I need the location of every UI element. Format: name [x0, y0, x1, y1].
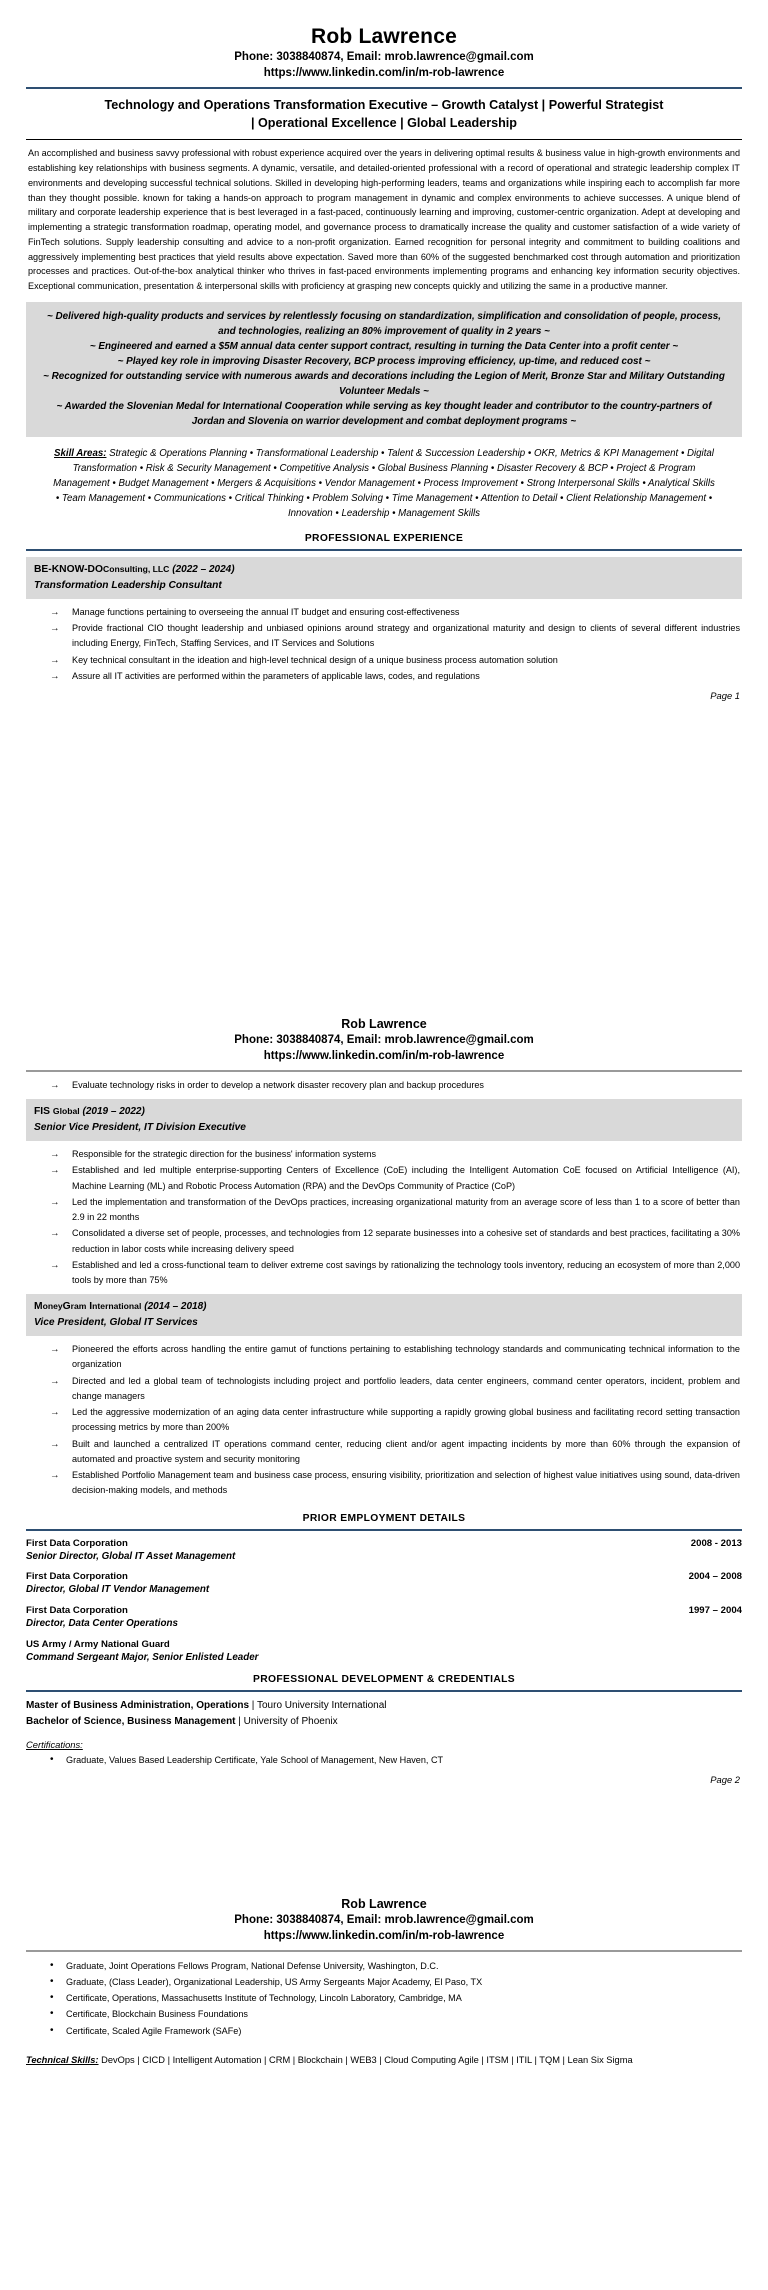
contact-phone-email: Phone: 3038840874, Email: mrob.lawrence@gmail.com: [234, 1914, 534, 1927]
bullet-item: → Consolidated a diverse set of people, processes, and technologies from 12 separate businesses into a cohesive set of standards and best practices, facilitating a 30% reduction in labor costs while increasing delivery speed: [26, 1226, 740, 1257]
bullet-item: → Key technical consultant in the ideation and high-level technical design of a unique business process automation solution: [26, 653, 740, 668]
bullet-item: → Directed and led a global team of technologists including project and portfolio leaders, data center engineers, command center operators, incident, problem and change managers: [26, 1374, 740, 1405]
section-title-professional-experience: PROFESSIONAL EXPERIENCE: [304, 533, 464, 545]
prior-employment-row: [26, 1605, 742, 1632]
bullet-item: → Led the aggressive modernization of an aging data center infrastructure while supporting a rapidly growing global business and facilitating record setting transaction processing metrics by more than 200%: [26, 1405, 740, 1436]
prior-title: Senior Director, Global IT Asset Management: [26, 1550, 236, 1562]
section-divider: [26, 549, 742, 551]
list-item: • Graduate, Joint Operations Fellows Program, National Defense University, Washington, D.C.: [26, 1958, 742, 1974]
job-bullets-be-know-do: [26, 605, 742, 684]
certifications-list-page2: [26, 1752, 742, 1768]
resume-page-3: [0, 1860, 768, 2082]
job-bullets-fis-global: [26, 1147, 742, 1288]
list-item: • Graduate, Values Based Leadership Certificate, Yale School of Management, New Haven, CT: [26, 1752, 742, 1768]
bullet-item: → Responsible for the strategic direction for the business' information systems: [26, 1147, 740, 1162]
prior-employment-row: [26, 1571, 742, 1598]
education-school: Touro University International: [257, 1699, 387, 1711]
job-company-line: [34, 1299, 734, 1314]
prior-company: First Data Corporation: [26, 1605, 128, 1617]
bullet-item: → Built and launched a centralized IT operations command center, reducing client and/or agent impacting incidents by more than 60% through the expansion of automated and proactive system and security monitoring: [26, 1437, 740, 1468]
prior-company: US Army / Army National Guard: [26, 1638, 170, 1650]
skill-areas: [26, 437, 742, 525]
achievement-item: ~ Engineered and earned a $5M annual data center support contract, resulting in turning the Data Center into a profit center ~: [89, 340, 679, 352]
education-school: University of Phoenix: [243, 1715, 338, 1727]
job-title: Transformation Leadership Consultant: [34, 579, 222, 591]
section-title-prior-employment: PRIOR EMPLOYMENT DETAILS: [302, 1512, 466, 1524]
resume-page-1: [0, 0, 768, 980]
list-item: • Certificate, Scaled Agile Framework (SAFe): [26, 2023, 742, 2039]
prior-years: 1997 – 2004: [688, 1605, 742, 1617]
page-number-1: Page 1: [710, 690, 740, 702]
job-title: Senior Vice President, IT Division Executive: [34, 1121, 246, 1133]
job-header-moneygram: [26, 1294, 742, 1336]
education-separator: |: [249, 1699, 257, 1711]
list-item: • Certificate, Operations, Massachusetts Institute of Technology, Lincoln Laboratory, Cambridge, MA: [26, 1990, 742, 2006]
prior-company: First Data Corporation: [26, 1571, 128, 1583]
section-title-professional-development: PROFESSIONAL DEVELOPMENT & CREDENTIALS: [253, 1673, 515, 1685]
prior-title: Director, Data Center Operations: [26, 1618, 178, 1630]
technical-skills: [26, 2049, 742, 2068]
candidate-name: Rob Lawrence: [311, 25, 457, 48]
contact-phone-email: Phone: 3038840874, Email: mrob.lawrence@gmail.com: [234, 51, 534, 64]
prior-title: Command Sergeant Major, Senior Enlisted Leader: [26, 1651, 259, 1663]
bullet-item: → Led the implementation and transformation of the DevOps practices, increasing organizational maturity from an average score of less than 1 to a score of better than 2.9 in 22 months: [26, 1195, 740, 1226]
page-number-2: Page 2: [710, 1774, 740, 1786]
candidate-name: Rob Lawrence: [341, 1017, 427, 1031]
bullet-item: → Evaluate technology risks in order to develop a network disaster recovery plan and backup procedures: [26, 1078, 740, 1093]
candidate-name: Rob Lawrence: [341, 1897, 427, 1911]
achievement-item: ~ Awarded the Slovenian Medal for International Cooperation while serving as key thought leader and contributor to the country-partners of Jordan and Slovenia on warrior development and combat deployment programs ~: [56, 400, 712, 427]
prior-employment-row: [26, 1538, 742, 1565]
job-company-name-smallcaps: Consulting, LLC: [103, 564, 170, 575]
page3-top-spacer: [26, 1882, 742, 1896]
key-achievements-box: [26, 302, 742, 437]
technical-skills-label: Technical Skills:: [26, 2054, 99, 2065]
job-company-name-2: G: [62, 1301, 71, 1313]
page3-header: [26, 1896, 742, 1945]
education-degree: Bachelor of Science, Business Management: [26, 1715, 236, 1727]
contact-linkedin[interactable]: https://www.linkedin.com/in/m-rob-lawrence: [263, 67, 505, 80]
job-company-line: [34, 562, 734, 577]
page2-top-spacer: [26, 1002, 742, 1016]
professional-headline: [26, 95, 742, 138]
bullet-item: → Established Portfolio Management team and business case process, ensuring visibility, prioritization and selection of highest value initiatives using sound, data-driven decision-making models, and methods: [26, 1468, 740, 1499]
prior-employment-top: [26, 1538, 742, 1549]
job-title: Vice President, Global IT Services: [34, 1316, 198, 1328]
job-years: (2014 – 2018): [144, 1301, 207, 1313]
page3-header-divider: [26, 1950, 742, 1952]
education-degree: Master of Business Administration, Operations: [26, 1699, 250, 1711]
bullet-item: → Pioneered the efforts across handling the entire gamut of functions pertaining to establishing technology standards and communicating technical information to the organization: [26, 1342, 740, 1373]
job-company-name-3: I: [89, 1301, 93, 1313]
job-company-name: M: [34, 1301, 43, 1313]
job-company-name-smallcaps: Global: [52, 1106, 80, 1117]
prior-employment-top: [26, 1605, 742, 1616]
job-company-name: FIS: [34, 1106, 51, 1118]
headline-line-1: Technology and Operations Transformation Executive – Growth Catalyst | Powerful Strategist: [104, 97, 664, 112]
skill-areas-list: Strategic & Operations Planning • Transformational Leadership • Talent & Succession Leadership • OKR, Metrics & KPI Management • Digital Transformation • Risk & Security Management • Competitive Analysis • Global Business Planning • Disaster Recovery & BCP • Project & Program Management • Budget Management • Mergers & Acquisitions • Vendor Management • Process Improvement • Strong Interpersonal Skills • Analytical Skills • Team Management • Communications • Critical Thinking • Problem Solving • Time Management • Attention to Detail • Client Relationship Management • Innovation • Leadership • Management Skills: [53, 448, 715, 520]
job-company-name-smallcaps-3: nternational: [92, 1301, 142, 1312]
page2-header: [26, 1016, 742, 1065]
technical-skills-list: DevOps | CICD | Intelligent Automation | CRM | Blockchain | WEB3 | Cloud Computing Agile | ITSM | ITIL | TQM | Lean Six Sigma: [98, 2054, 633, 2065]
education-item: [26, 1698, 742, 1714]
header-divider: [26, 87, 742, 89]
job-bullets-be-know-do-continued: [26, 1078, 742, 1093]
bullet-item: → Manage functions pertaining to overseeing the annual IT budget and ensuring cost-effectiveness: [26, 605, 740, 620]
professional-summary: An accomplished and business savvy professional with robust experience acquired over the years in delivering optimal results & business value in high-growth environments and establishing key relationships with business segments. A dynamic, versatile, and detailed-oriented professional with a record of operational and strategic leadership complex IT environments and developing successful technical solutions. Skilled in developing high-performing leaders, teams and organizations while inspiring each to accomplish far more than they thought possible. known for taking a hands-on approach to program management in dynamic and complex environments to achieve successes. A unique blend of military and corporate leadership experience that is best leveraged in a fast-paced, continuously learning and improving, customer-centric organization. Adept at developing and implementing a strategic transformation roadmap, operating model, and governance process to dramatically increase the quality and customer satisfaction of a wide variety of FinTech solutions. Supply leadership consulting and advice to a non-profit organization. Earned recognition for personal integrity and commitment to building coalitions and aggressively implementing best practices that yield results above expectation. Saved more than 60% of the suggested benchmarked cost through automation and prioritization processes and practices. Out-of-the-box analytical thinker who thrives in fast-paced environments implementing programs and enhancing key information security objectives. Exceptional communication, presentation & interpersonal skills with proficiency at grasping new concepts quickly and utilizing the same in a productive manner.: [28, 148, 740, 291]
page2-header-divider: [26, 1070, 742, 1072]
list-item: • Certificate, Blockchain Business Foundations: [26, 2006, 742, 2022]
bullet-item: → Assure all IT activities are performed within the parameters of applicable laws, codes, and regulations: [26, 669, 740, 684]
contact-linkedin[interactable]: https://www.linkedin.com/in/m-rob-lawrence: [263, 1930, 505, 1943]
page3-bottom-spacer: [26, 2068, 742, 2082]
skill-areas-label: Skill Areas:: [54, 448, 107, 460]
prior-employment-top: [26, 1571, 742, 1582]
contact-linkedin[interactable]: https://www.linkedin.com/in/m-rob-lawrence: [263, 1050, 505, 1063]
section-divider: [26, 1529, 742, 1531]
job-company-line: [34, 1104, 734, 1119]
education-separator: |: [235, 1715, 244, 1727]
section-divider: [26, 1690, 742, 1692]
prior-title: Director, Global IT Vendor Management: [26, 1584, 210, 1596]
prior-years: 2004 – 2008: [688, 1571, 742, 1583]
job-years: (2019 – 2022): [82, 1106, 145, 1118]
contact-phone-email: Phone: 3038840874, Email: mrob.lawrence@gmail.com: [234, 1034, 534, 1047]
job-header-fis-global: [26, 1099, 742, 1141]
achievement-item: ~ Played key role in improving Disaster Recovery, BCP process improving efficiency, up-time, and reduced cost ~: [117, 355, 651, 367]
job-company-name-smallcaps: oney: [42, 1301, 63, 1312]
job-company-name: BE-KNOW-DO: [34, 564, 104, 576]
job-company-name-smallcaps-2: ram: [70, 1301, 87, 1312]
bullet-item: → Established and led a cross-functional team to deliver extreme cost savings by rationalizing the technology tools inventory, reducing an ecosystem of more than 2,000 tools by more than 75%: [26, 1258, 740, 1289]
page1-header: [26, 24, 742, 82]
list-item: • Graduate, (Class Leader), Organizational Leadership, US Army Sergeants Major Academy, El Paso, TX: [26, 1974, 742, 1990]
prior-company: First Data Corporation: [26, 1537, 128, 1549]
certifications-label: Certifications:: [26, 1738, 83, 1750]
prior-employment-row: [26, 1639, 742, 1666]
bullet-item: → Established and led multiple enterprise-supporting Centers of Excellence (CoE) including the Intelligent Automation CoE focused on Artificial Intelligence (AI), Machine Learning (ML) and Robotic Process Automation (RPA) and the DevOps Community of Practice (CoP): [26, 1163, 740, 1194]
job-bullets-moneygram: [26, 1342, 742, 1499]
certifications-list-page3: [26, 1958, 742, 2039]
job-header-be-know-do: [26, 557, 742, 599]
prior-years: 2008 - 2013: [690, 1537, 742, 1549]
prior-employment-top: [26, 1639, 742, 1650]
resume-page-2: [0, 980, 768, 1860]
bullet-item: → Provide fractional CIO thought leadership and unbiased opinions around strategy and organizational maturity and design to clients of several different industries including Energy, FinTech, Staffing Services, and IT Services and Solutions: [26, 621, 740, 652]
headline-line-2: | Operational Excellence | Global Leadership: [250, 116, 517, 131]
job-years: (2022 – 2024): [172, 564, 235, 576]
education-item: [26, 1714, 742, 1730]
headline-divider: [26, 139, 742, 140]
achievement-item: ~ Recognized for outstanding service with numerous awards and decorations including the Legion of Merit, Bronze Star and Military Outstanding Volunteer Medals ~: [43, 370, 725, 397]
achievement-item: ~ Delivered high-quality products and services by relentlessly focusing on standardization, simplification and consolidation of people, process, and technologies, realizing an 80% improvement of quality in 2 years ~: [46, 310, 722, 337]
